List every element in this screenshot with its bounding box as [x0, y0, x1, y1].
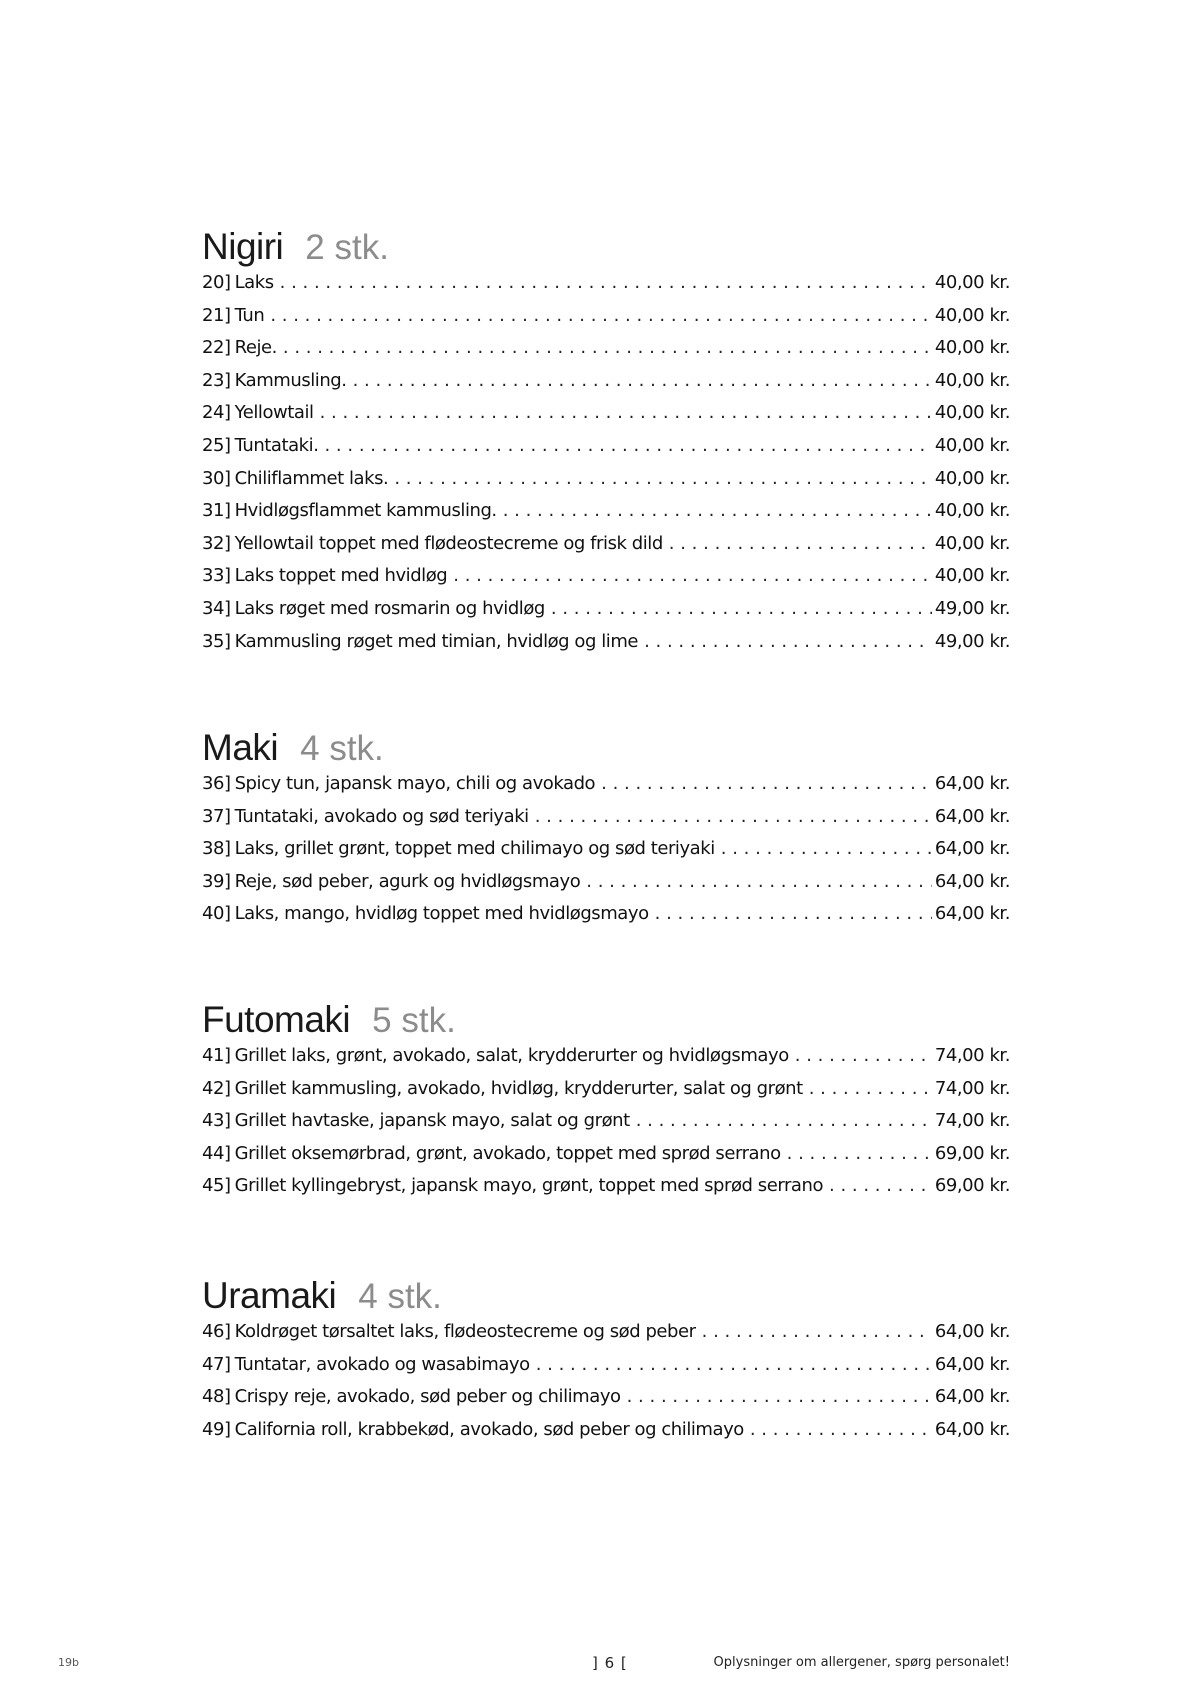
- dot-leader: [655, 903, 932, 924]
- menu-list: [202, 1045, 1010, 1211]
- footer-code: 19b: [58, 1656, 79, 1669]
- item-price: 74,00 kr.: [934, 1110, 1010, 1132]
- item-name: Koldrøget tørsaltet laks, flødeostecreme og sød peber: [234, 1321, 696, 1342]
- dot-leader: [721, 838, 932, 859]
- dot-leader: [324, 435, 931, 456]
- item-price: 74,00 kr.: [934, 1045, 1010, 1066]
- item-number: 33]: [202, 565, 231, 587]
- section-count: 4 stk.: [300, 729, 384, 768]
- menu-item: [202, 1354, 1010, 1387]
- dot-leader: [669, 533, 932, 554]
- menu-item: [202, 1321, 1010, 1354]
- item-number: 24]: [202, 402, 231, 424]
- item-price: 49,00 kr.: [934, 630, 1010, 652]
- section-count: 4 stk.: [358, 1277, 442, 1316]
- menu-item: [202, 370, 1010, 403]
- section-header: [202, 1271, 1010, 1321]
- item-name: Spicy tun, japansk mayo, chili og avokado: [234, 773, 596, 794]
- item-name: Grillet laks, grønt, avokado, salat, krydderurter og hvidløgsmayo: [234, 1045, 789, 1066]
- item-name: Kammusling.: [234, 369, 347, 391]
- dot-leader: [809, 1078, 932, 1099]
- item-name: Yellowtail toppet med flødeostecreme og frisk dild: [234, 532, 663, 554]
- item-price: 40,00 kr.: [934, 337, 1010, 359]
- item-price: 64,00 kr.: [934, 805, 1010, 827]
- item-number: 37]: [202, 805, 231, 827]
- item-name: Kammusling røget med timian, hvidløg og lime: [234, 630, 639, 652]
- item-name: Tuntataki.: [234, 434, 319, 456]
- item-number: 23]: [202, 369, 231, 391]
- item-number: 22]: [202, 337, 231, 359]
- section-uramaki: [202, 1271, 1010, 1451]
- menu-item: [202, 1419, 1010, 1452]
- item-price: 40,00 kr.: [934, 500, 1010, 522]
- section-title: Uramaki: [202, 1275, 337, 1316]
- item-price: 49,00 kr.: [934, 597, 1010, 619]
- dot-leader: [795, 1045, 932, 1066]
- item-price: 40,00 kr.: [934, 532, 1010, 554]
- menu-item: [202, 806, 1010, 839]
- dot-leader: [627, 1386, 932, 1407]
- item-price: 69,00 kr.: [934, 1175, 1010, 1197]
- item-number: 46]: [202, 1321, 231, 1342]
- menu-item: [202, 838, 1010, 871]
- menu-item: [202, 533, 1010, 566]
- item-number: 20]: [202, 272, 231, 293]
- item-name: Grillet havtaske, japansk mayo, salat og grønt: [234, 1110, 630, 1132]
- menu-item: [202, 402, 1010, 435]
- menu-item: [202, 468, 1010, 501]
- menu-list: [202, 272, 1010, 663]
- menu-item: [202, 305, 1010, 338]
- menu-item: [202, 337, 1010, 370]
- menu-item: [202, 1078, 1010, 1111]
- section-header: [202, 723, 1010, 773]
- item-number: 35]: [202, 630, 231, 652]
- item-name: Yellowtail: [234, 402, 314, 424]
- dot-leader: [536, 1354, 932, 1375]
- item-name: Tuntatar, avokado og wasabimayo: [234, 1353, 530, 1375]
- item-name: Crispy reje, avokado, sød peber og chilimayo: [234, 1386, 621, 1408]
- dot-leader: [702, 1321, 932, 1342]
- item-number: 41]: [202, 1045, 231, 1066]
- item-name: Reje.: [234, 337, 277, 359]
- item-name: Laks røget med rosmarin og hvidløg: [234, 597, 545, 619]
- dot-leader: [453, 565, 932, 586]
- menu-item: [202, 1143, 1010, 1176]
- item-name: Tun: [234, 304, 265, 326]
- item-price: 69,00 kr.: [934, 1142, 1010, 1164]
- section-count: 5 stk.: [372, 1001, 456, 1040]
- item-name: Laks: [234, 272, 274, 293]
- item-price: 64,00 kr.: [934, 838, 1010, 860]
- item-price: 40,00 kr.: [934, 467, 1010, 489]
- menu-item: [202, 500, 1010, 533]
- dot-leader: [280, 272, 932, 293]
- section-nigiri: [202, 222, 1010, 663]
- menu-item: [202, 272, 1010, 305]
- dot-leader: [353, 370, 932, 391]
- item-number: 34]: [202, 597, 231, 619]
- section-title: Maki: [202, 727, 279, 768]
- item-number: 47]: [202, 1353, 231, 1375]
- section-title: Nigiri: [202, 226, 284, 267]
- menu-item: [202, 565, 1010, 598]
- menu-item: [202, 1045, 1010, 1078]
- item-price: 64,00 kr.: [934, 1353, 1010, 1375]
- dot-leader: [503, 500, 932, 521]
- section-header: [202, 995, 1010, 1045]
- item-name: California roll, krabbekød, avokado, sød peber og chilimayo: [234, 1418, 744, 1440]
- allergen-note: Oplysninger om allergener, spørg personalet!: [713, 1655, 1010, 1670]
- item-number: 42]: [202, 1077, 231, 1099]
- item-number: 43]: [202, 1110, 231, 1132]
- item-price: 40,00 kr.: [934, 565, 1010, 587]
- item-name: Grillet kyllingebryst, japansk mayo, grønt, toppet med sprød serrano: [234, 1175, 824, 1197]
- item-name: Laks toppet med hvidløg: [234, 565, 448, 587]
- menu-item: [202, 631, 1010, 664]
- item-number: 32]: [202, 532, 231, 554]
- item-number: 36]: [202, 773, 231, 794]
- item-name: Reje, sød peber, agurk og hvidløgsmayo: [234, 870, 581, 892]
- item-price: 40,00 kr.: [934, 272, 1010, 293]
- section-futomaki: [202, 995, 1010, 1211]
- dot-leader: [636, 1110, 932, 1131]
- page-number: ] 6 [: [592, 1654, 628, 1672]
- section-maki: [202, 723, 1010, 936]
- menu-item: [202, 773, 1010, 806]
- item-number: 30]: [202, 467, 231, 489]
- dot-leader: [586, 871, 932, 892]
- item-price: 40,00 kr.: [934, 434, 1010, 456]
- item-price: 64,00 kr.: [934, 903, 1010, 925]
- item-name: Grillet oksemørbrad, grønt, avokado, toppet med sprød serrano: [234, 1142, 781, 1164]
- item-price: 74,00 kr.: [934, 1077, 1010, 1099]
- item-price: 40,00 kr.: [934, 402, 1010, 424]
- item-number: 31]: [202, 500, 231, 522]
- menu-item: [202, 1110, 1010, 1143]
- item-price: 40,00 kr.: [934, 304, 1010, 326]
- item-price: 64,00 kr.: [934, 1418, 1010, 1440]
- section-count: 2 stk.: [305, 228, 389, 267]
- item-number: 25]: [202, 434, 231, 456]
- menu-item: [202, 871, 1010, 904]
- dot-leader: [270, 305, 932, 326]
- dot-leader: [787, 1143, 932, 1164]
- item-number: 45]: [202, 1175, 231, 1197]
- item-name: Chiliflammet laks.: [234, 467, 389, 489]
- item-number: 40]: [202, 903, 231, 925]
- item-price: 64,00 kr.: [934, 1386, 1010, 1408]
- menu-list: [202, 1321, 1010, 1451]
- dot-leader: [394, 468, 932, 489]
- dot-leader: [829, 1175, 932, 1196]
- dot-leader: [750, 1419, 932, 1440]
- menu-list: [202, 773, 1010, 936]
- item-name: Tuntataki, avokado og sød teriyaki: [234, 805, 529, 827]
- item-price: 64,00 kr.: [934, 773, 1010, 794]
- item-price: 64,00 kr.: [934, 1321, 1010, 1342]
- item-name: Hvidløgsflammet kammusling.: [234, 500, 497, 522]
- item-price: 40,00 kr.: [934, 369, 1010, 391]
- menu-item: [202, 1386, 1010, 1419]
- menu-item: [202, 435, 1010, 468]
- section-header: [202, 222, 1010, 272]
- dot-leader: [535, 806, 932, 827]
- item-number: 39]: [202, 870, 231, 892]
- item-price: 64,00 kr.: [934, 870, 1010, 892]
- menu-item: [202, 903, 1010, 936]
- item-number: 48]: [202, 1386, 231, 1408]
- dot-leader: [644, 631, 932, 652]
- dot-leader: [601, 773, 932, 794]
- dot-leader: [551, 598, 932, 619]
- dot-leader: [320, 402, 932, 423]
- item-number: 38]: [202, 838, 231, 860]
- menu-item: [202, 1175, 1010, 1211]
- dot-leader: [283, 337, 932, 358]
- item-number: 49]: [202, 1418, 231, 1440]
- item-number: 21]: [202, 304, 231, 326]
- menu-item: [202, 598, 1010, 631]
- item-name: Grillet kammusling, avokado, hvidløg, krydderurter, salat og grønt: [234, 1077, 803, 1099]
- item-name: Laks, grillet grønt, toppet med chilimayo og sød teriyaki: [234, 838, 715, 860]
- item-name: Laks, mango, hvidløg toppet med hvidløgsmayo: [234, 903, 649, 925]
- section-title: Futomaki: [202, 999, 351, 1040]
- item-number: 44]: [202, 1142, 231, 1164]
